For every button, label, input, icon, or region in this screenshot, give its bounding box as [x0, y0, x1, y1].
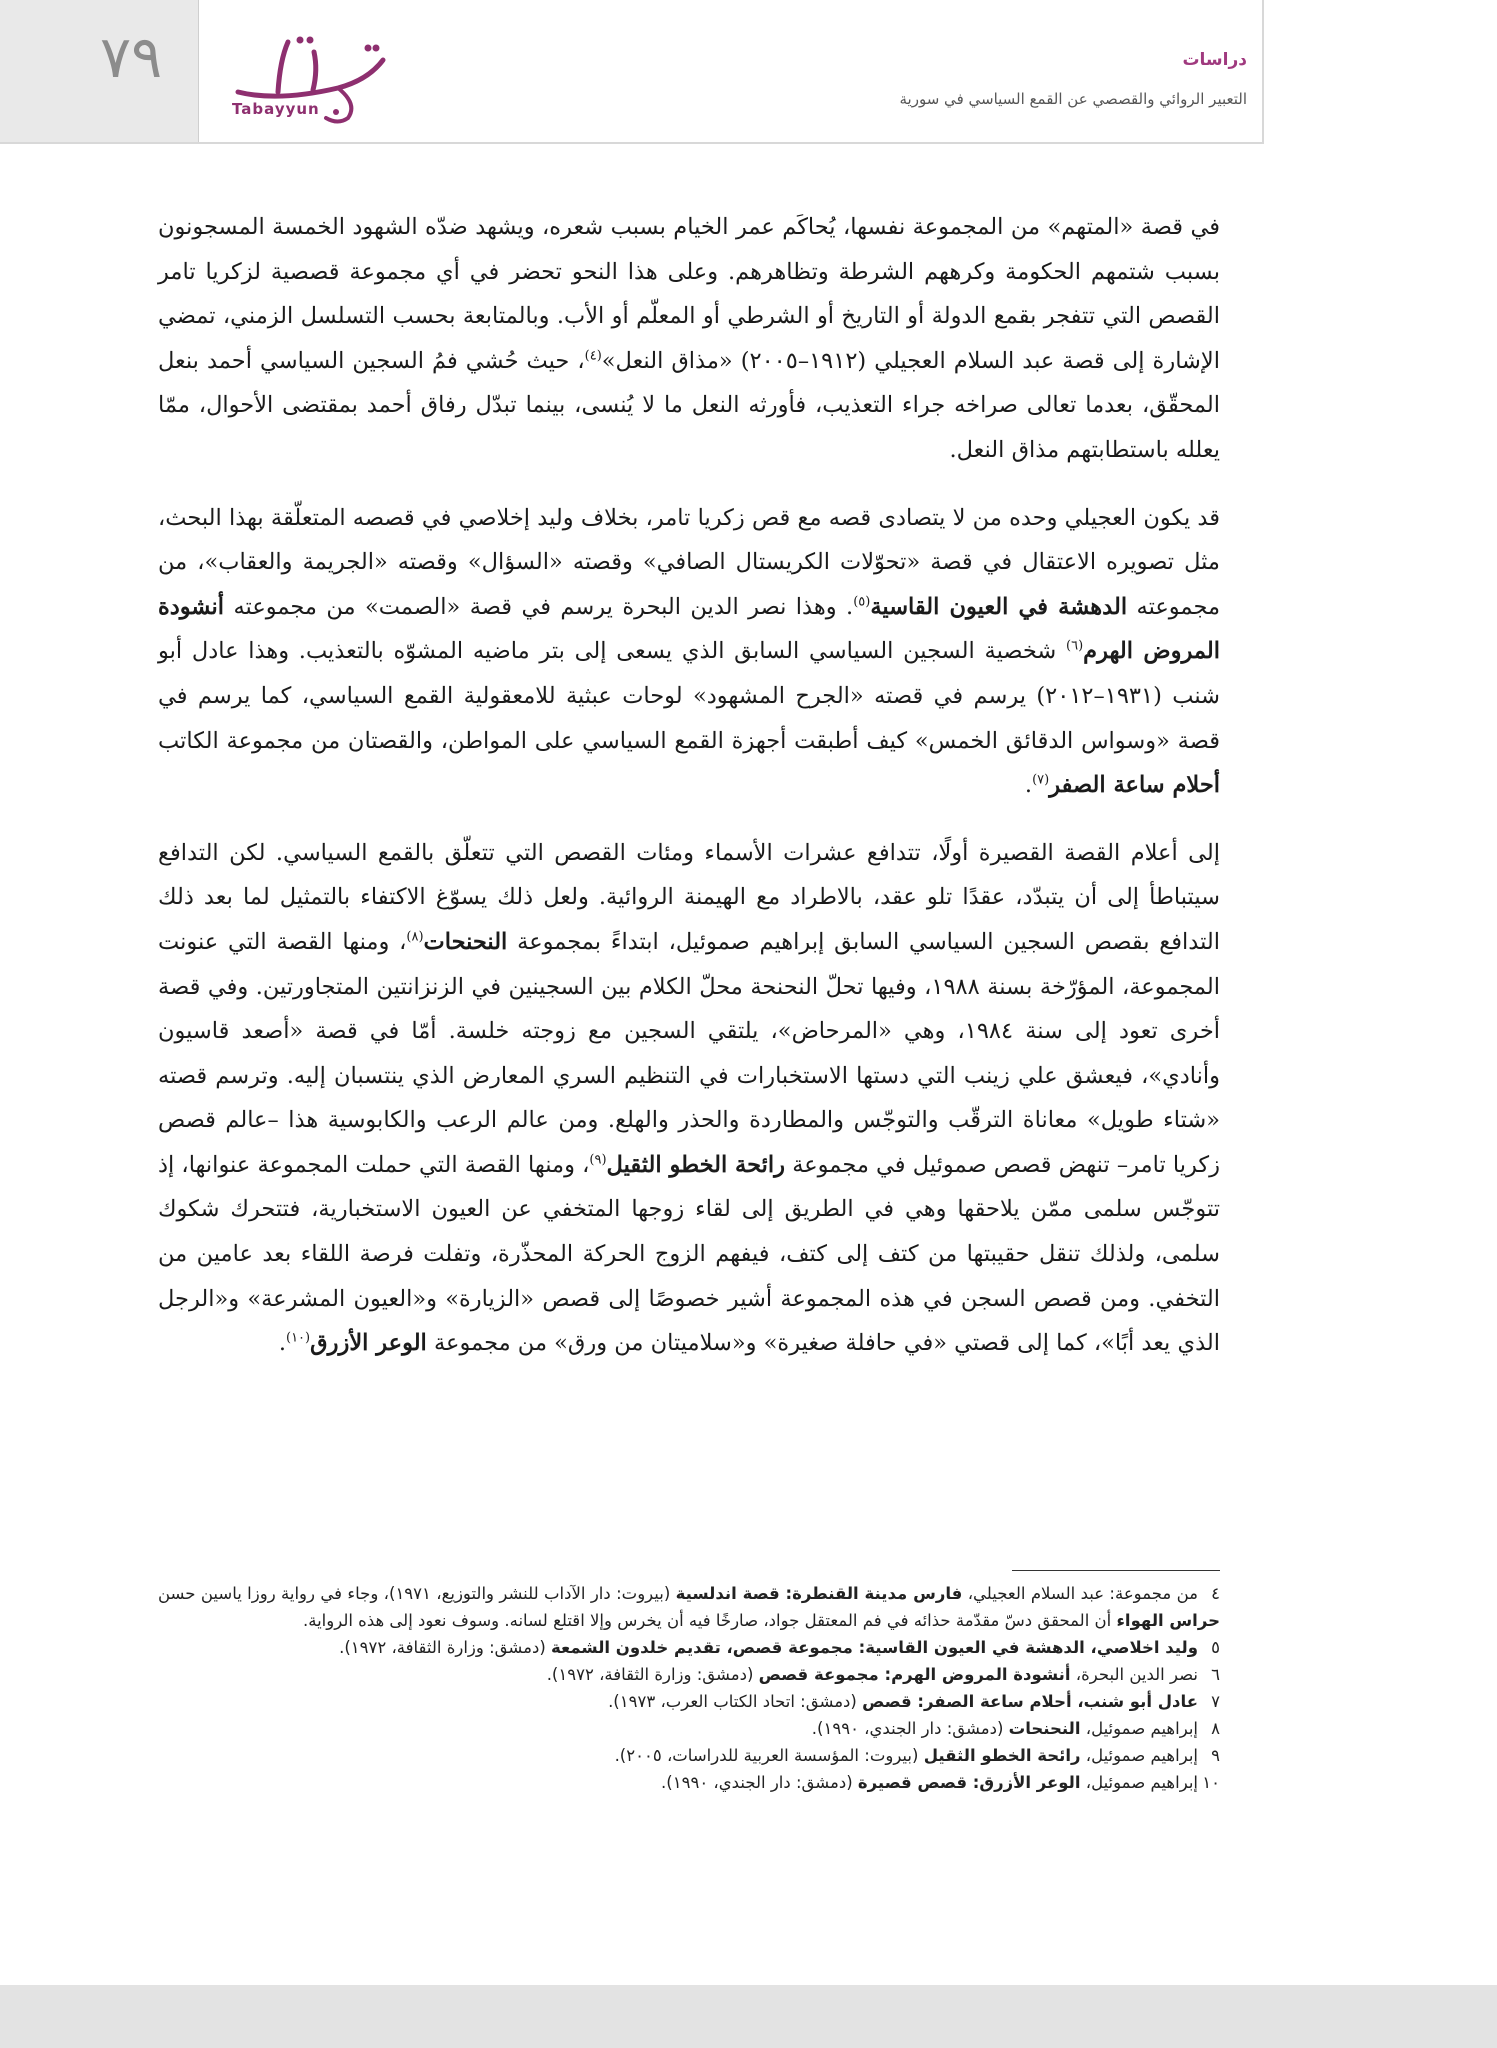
paragraph-3: إلى أعلام القصة القصيرة أولًا، تتدافع عشرات الأسماء ومئات القصص التي تتعلّق بالقمع السياسي. لكن التدافع سيتباطأ إلى أن يتبدّد، عقدًا تلو عقد، بالاطراد مع الهيمنة الروائية. ولعل ذلك يسوّغ الاكتفاء بالتمثيل لما بعد ذلك التدافع بقصص السجين السياسي السابق إبراهيم صموئيل، ابتداءً بمجموعة النحنحات$^{(٨)}$، ومنها القصة التي عنونت المجموعة، المؤرّخة بسنة ١٩٨٨، وفيها تحلّ النحنحة محلّ الكلام بين السجينين في الزنزانتين المتجاورتين. وفي قصة أخرى تعود إلى سنة ١٩٨٤، وهي «المرحاض»، يلتقي السجين مع زوجته خلسة. أمّا في قصة «أصعد قاسيون وأنادي»، فيعشق علي زينب التي دستها الاستخبارات في التنظيم السري المعارض الذي ينتسبان إليه. وترسم قصته «شتاء طويل» معاناة الترقّب والتوجّس والمطاردة والحذر والهلع. ومن عالم الرعب والكابوسية هذا –عالم قصص زكريا تامر– تنهض قصص صموئيل في مجموعة رائحة الخطو الثقيل$^{(٩)}$، ومنها القصة التي حملت المجموعة عنوانها، إذ تتوجّس سلمى ممّن يلاحقها وهي في الطريق إلى لقاء زوجها المتخفي عن العيون الاستخبارية، فتتحرك شكوك سلمى، ولذلك تنقل حقيبتها من كتف إلى كتف، فيفهم الزوج الحركة المحذّرة، وتفلت فرصة اللقاء بعد عامين من التخفي. ومن قصص السجن في هذه المجموعة أشير خصوصًا إلى قصص «الزيارة» و«العيون المشرعة» و«الرجل الذي يعد أبًا»، كما إلى قصتي «في حافلة صغيرة» و«سلاميتان من ورق» من مجموعة الوعر الأزرق$^{(١٠)}$.: [158, 839, 1220, 1357]
header-divider: [198, 0, 199, 142]
footnote-10: ١٠إبراهيم صموئيل، الوعر الأزرق: قصص قصيرة (دمشق: دار الجندي، ١٩٩٠).: [661, 1773, 1220, 1792]
article-body: [158, 205, 1220, 1389]
running-title: التعبير الروائي والقصصي عن القمع السياسي في سورية: [899, 90, 1247, 108]
logo-latin-text: Tabayyun: [232, 100, 320, 118]
footnote-6: ٦نصر الدين البحرة، أنشودة المروض الهرم: مجموعة قصص (دمشق: وزارة الثقافة، ١٩٧٢).: [546, 1665, 1220, 1684]
section-label: دراسات: [1182, 50, 1247, 70]
page-number-box: [0, 0, 198, 142]
page-number: ٧٩: [100, 23, 163, 91]
page-bottom-band: [0, 1985, 1497, 2048]
footnote-4: ٤من مجموعة: عبد السلام العجيلي، فارس مدينة القنطرة: قصة اندلسية (بيروت: دار الآداب للنشر والتوزيع، ١٩٧١)، وجاء في رواية روزا ياسين حسن حراس الهواء أن المحقق دسّ مقدّمة حذائه في فم المعتقل جواد، صارخًا فيه أن يخرس وإلا اقتلع لسانه. وسوف نعود إلى هذه الرواية.: [158, 1584, 1220, 1630]
footnote-5: ٥وليد اخلاصي، الدهشة في العيون القاسية: مجموعة قصص، تقديم خلدون الشمعة (دمشق: وزارة الثقافة، ١٩٧٢).: [339, 1638, 1220, 1657]
footnote-7: ٧عادل أبو شنب، أحلام ساعة الصفر: قصص (دمشق: اتحاد الكتاب العرب، ١٩٧٣).: [608, 1692, 1220, 1711]
footnotes: [158, 1580, 1220, 1796]
paragraph-2: قد يكون العجيلي وحده من لا يتصادى قصه مع قص زكريا تامر، بخلاف وليد إخلاصي في قصصه المتعلّقة بهذا البحث، مثل تصويره الاعتقال في قصة «تحوّلات الكريستال الصافي» وقصته «السؤال» وقصته «الجريمة والعقاب»، من مجموعته الدهشة في العيون القاسية$^{(٥)}$. وهذا نصر الدين البحرة يرسم في قصة «الصمت» من مجموعته أنشودة المروض الهرم$^{(٦)}$ شخصية السجين السياسي السابق الذي يسعى إلى بتر ماضيه المشوّه بالتعذيب. وهذا عادل أبو شنب (١٩٣١–٢٠١٢) يرسم في قصته «الجرح المشهود» لوحات عبثية للامعقولية القمع السياسي، كما يرسم في قصة «وسواس الدقائق الخمس» كيف أطبقت أجهزة القمع السياسي على المواطن، والقصتان من مجموعة الكاتب أحلام ساعة الصفر$^{(٧)}$.: [158, 504, 1221, 799]
footnote-divider: [1012, 1570, 1220, 1571]
footnote-8: ٨إبراهيم صموئيل، النحنحات (دمشق: دار الجندي، ١٩٩٠).: [811, 1719, 1220, 1738]
paragraph-1: في قصة «المتهم» من المجموعة نفسها، يُحاكَم عمر الخيام بسبب شعره، ويشهد ضدّه الشهود الخمسة المسجونون بسبب شتمهم الحكومة وكرههم الشرطة وتظاهرهم. وعلى هذا النحو تحضر في أي مجموعة قصصية لزكريا تامر القصص التي تتفجر بقمع الدولة أو التاريخ أو الشرطي أو المعلّم أو الأب. وبالمتابعة بحسب التسلسل الزمني، تمضي الإشارة إلى قصة عبد السلام العجيلي (١٩١٢–٢٠٠٥) «مذاق النعل»$^{(٤)}$، حيث حُشي فمُ السجين السياسي أحمد بنعل المحقّق، بعدما تعالى صراخه جراء التعذيب، فأورثه النعل ما لا يُنسى، بينما تبدّل رفاق أحمد بمقتضى الأحوال، ممّا يعلله باستطابتهم مذاق النعل.: [158, 214, 1220, 463]
footnote-9: ٩إبراهيم صموئيل، رائحة الخطو الثقيل (بيروت: المؤسسة العربية للدراسات، ٢٠٠٥).: [614, 1746, 1220, 1765]
